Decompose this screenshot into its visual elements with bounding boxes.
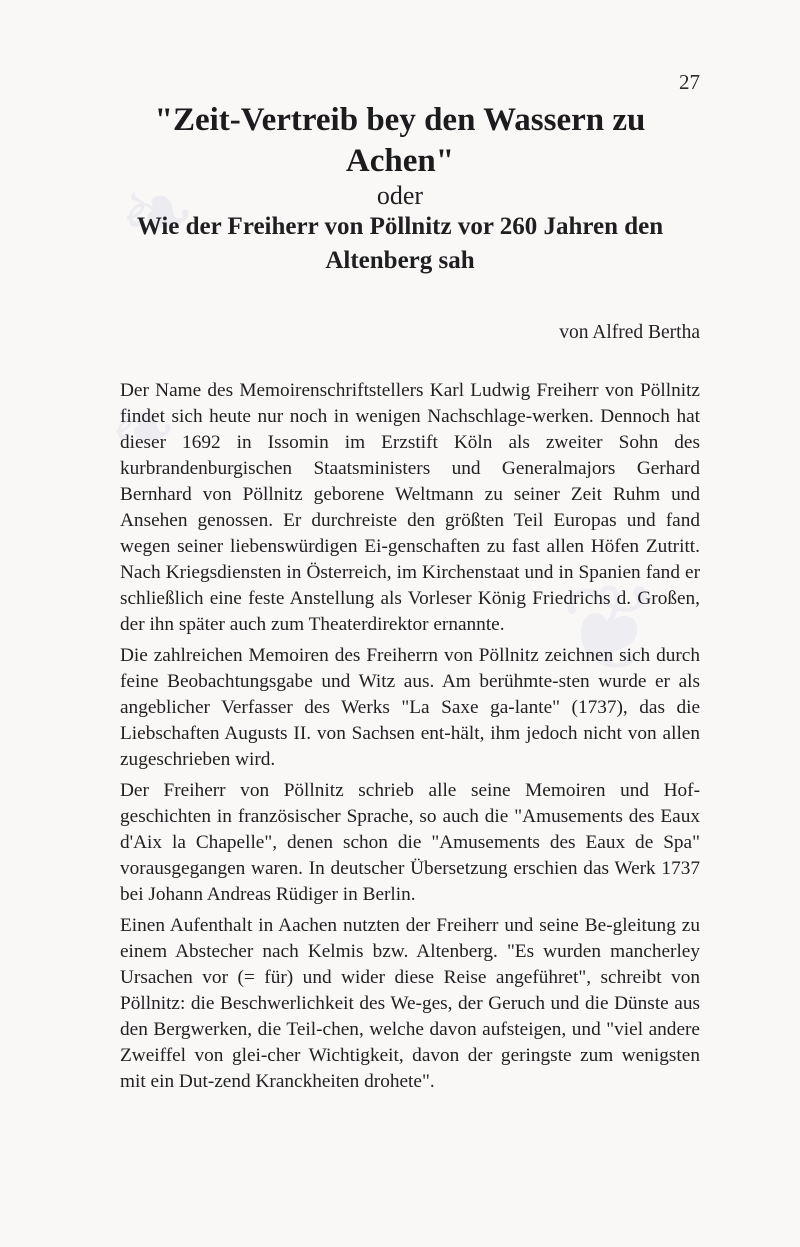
article-body	[120, 378, 700, 1100]
page-number: 27	[679, 70, 700, 94]
title-block	[100, 100, 700, 278]
article-title: "Zeit-Vertreib bey den Wassern zu Achen"	[154, 102, 646, 179]
paragraph: Der Freiherr von Pöllnitz schrieb alle seine Memoiren und Hof-geschichten in französischer Sprache, so auch die "Amusements des Eaux d'Aix la Chapelle", denen schon die "Amusements des Eaux de Spa" vorausgegangen waren. In deutscher Übersetzung erschien das Werk 1737 bei Johann Andreas Rüdiger in Berlin.	[120, 780, 700, 905]
paragraph: Der Name des Memoirenschriftstellers Karl Ludwig Freiherr von Pöllnitz findet sich heute nur noch in wenigen Nachschlage-werken. Dennoch hat dieser 1692 in Issomin im Erzstift Köln als zweiter Sohn des kurbrandenburgischen Staatsministers und Generalmajors Gerhard Bernhard von Pöllnitz geborene Weltmann zu seiner Zeit Ruhm und Ansehen genossen. Er durchreiste den größten Teil Europas und fand wegen seiner liebenswürdigen Ei-genschaften zu fast allen Höfen Zutritt. Nach Kriegsdiensten in Österreich, im Kirchenstaat und in Spanien fand er schließlich eine feste Anstellung als Vorleser König Friedrichs d. Großen, der ihn später auch zum Theaterdirektor ernannte.	[120, 380, 700, 635]
paragraph: Einen Aufenthalt in Aachen nutzten der Freiherr und seine Be-gleitung zu einem Abstecher nach Kelmis bzw. Altenberg. "Es wurden mancherley Ursachen vor (= für) und wider diese Reise angeführet", schreibt von Pöllnitz: die Beschwerlichkeit des We-ges, der Geruch und die Dünste aus den Bergwerken, die Teil-chen, welche davon aufsteigen, und "viel andere Zweiffel von glei-cher Wichtigkeit, davon der geringste zum wenigsten mit ein Dut-zend Kranckheiten drohete".	[120, 915, 700, 1092]
paragraph: Die zahlreichen Memoiren des Freiherrn von Pöllnitz zeichnen sich durch feine Beobachtungsgabe und Witz aus. Am berühmte-sten wurde er als angeblicher Verfasser des Werks "La Saxe ga-lante" (1737), das die Liebschaften Augusts II. von Sachsen ent-hält, ihm jedoch nicht von allen zugeschrieben wird.	[120, 645, 700, 770]
bleed-through-decoration: ❦	[560, 563, 661, 696]
title-connector: oder	[376, 181, 424, 210]
bleed-through-decoration: ❧	[110, 384, 178, 472]
author-byline: von Alfred Bertha	[559, 322, 700, 343]
article-subtitle: Wie der Freiherr von Pöllnitz vor 260 Jahren den Altenberg sah	[136, 213, 664, 274]
bleed-through-decoration: ❧	[120, 164, 202, 263]
